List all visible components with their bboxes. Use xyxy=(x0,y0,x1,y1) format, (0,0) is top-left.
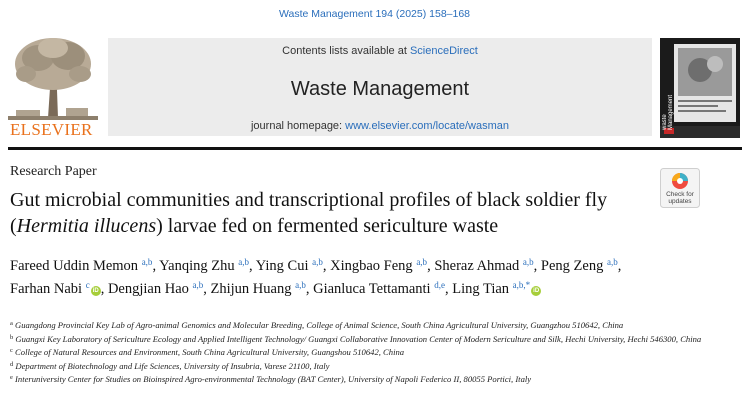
affiliation: $^d$ Department of Biotechnology and Life Sciences, University of Insubria, Varese 21100, Italy xyxy=(10,360,330,371)
author[interactable]: Peng Zeng $^{a,b}$ xyxy=(540,257,618,274)
affiliation: $^e$ Interuniversity Center for Studies on Bioinspired Agro-environmental Technology (BAT Center), University of Napoli Federico II, 80055 Portici, Italy xyxy=(10,374,532,385)
author-affiliation-link[interactable]: a,b xyxy=(238,257,249,267)
author-affiliation-link[interactable]: a,b xyxy=(606,257,618,267)
journal-homepage-link[interactable]: www.elsevier.com/locate/wasman xyxy=(345,120,510,132)
author[interactable]: Farhan Nabi $^c$iD xyxy=(10,280,99,297)
author-affiliation-link[interactable]: a,b xyxy=(522,257,534,267)
orcid-icon[interactable]: iD xyxy=(533,288,540,294)
title-part-2: ) larvae fed on fermented sericulture waste xyxy=(156,215,499,237)
author[interactable]: Ying Cui $^{a,b}$ xyxy=(255,257,323,274)
orcid-icon[interactable]: iD xyxy=(92,288,99,294)
contents-line xyxy=(108,45,652,57)
affiliation: $^b$ Guangxi Key Laboratory of Sericulture Ecology and Applied Intelligent Technology/ Guangxi Collaborative Innovation Center of Modern Sericulture and Silk, Hechi University, Hechi 546300, China xyxy=(10,333,702,344)
author-affiliation-link[interactable]: a,b,* xyxy=(512,280,531,290)
author[interactable]: Fareed Uddin Memon $^{a,b}$ xyxy=(10,257,153,274)
author[interactable]: Dengjian Hao $^{a,b}$ xyxy=(107,280,204,297)
title-part-1: Gut microbial communities and transcriptional profiles of black soldier fly ( xyxy=(10,189,608,237)
homepage-prefix: journal homepage: xyxy=(250,120,346,132)
author-affiliation-link[interactable]: a,b xyxy=(192,280,204,290)
author[interactable]: Gianluca Tettamanti $^{d,e}$ xyxy=(313,280,445,297)
journal-title: Waste Management xyxy=(290,78,470,100)
author-affiliation-link[interactable]: a,b xyxy=(416,257,428,267)
journal-banner xyxy=(108,38,652,136)
homepage-line xyxy=(108,120,652,132)
elsevier-logo[interactable] xyxy=(8,34,98,142)
author[interactable]: Xingbao Feng $^{a,b}$ xyxy=(330,257,428,274)
author[interactable]: Yanqing Zhu $^{a,b}$ xyxy=(159,257,249,274)
author-affiliation-link[interactable]: a,b xyxy=(312,257,323,267)
author[interactable]: Sheraz Ahmad $^{a,b}$ xyxy=(434,257,534,274)
crossmark-label-1: Check for xyxy=(666,191,694,198)
sciencedirect-link[interactable]: ScienceDirect xyxy=(409,45,478,57)
header-rule xyxy=(8,147,742,150)
author-list: Fareed Uddin Memon $^{a,b}$, Yanqing Zhu $^{a,b}$, Ying Cui $^{a,b}$, Xingbao Feng $^{a,b}$, Sheraz Ahmad $^{a,b}$, Peng Zeng $^{a,b}$, Farhan Nabi $^c$iD , Dengjian Hao $^{a,b}$, Zhijun Huang $^{a,b}$, Gianluca Tettamanti $^{d,e}$, Ling Tian $^{a,b,*}$iD xyxy=(10,257,622,297)
crossmark-label-2: updates xyxy=(668,198,692,205)
title-species: Hermitia illucens xyxy=(16,215,157,237)
author-affiliation-link[interactable]: c xyxy=(85,280,90,290)
publisher-name: ELSEVIER xyxy=(10,120,93,139)
author-affiliation-link[interactable]: a,b xyxy=(141,257,153,267)
article-type: Research Paper xyxy=(10,164,97,179)
check-for-updates-button[interactable] xyxy=(660,168,700,208)
affiliation: $^c$ College of Natural Resources and Environment, South China Agricultural University, Guangshou 510642, China xyxy=(10,347,405,358)
author-affiliation-link[interactable]: a,b xyxy=(295,280,306,290)
affiliation: $^a$ Guangdong Provincial Key Lab of Agro-animal Genomics and Molecular Breeding, College of Animal Science, South China Agricultural University, Guangzhou 510642, China xyxy=(10,320,624,330)
author[interactable]: Zhijun Huang $^{a,b}$ xyxy=(210,280,306,297)
elsevier-tree-icon xyxy=(8,34,98,120)
contents-prefix: Contents lists available at xyxy=(282,45,410,57)
article-title xyxy=(10,187,620,239)
cover-title-text: waste Management xyxy=(662,94,674,130)
journal-cover-thumbnail[interactable] xyxy=(660,38,740,138)
journal-citation[interactable]: Waste Management 194 (2025) 158–168 xyxy=(278,8,471,20)
affiliation-list xyxy=(10,318,740,386)
author-affiliation-link[interactable]: d,e xyxy=(434,280,445,290)
author[interactable]: Ling Tian $^{a,b,*}$iD xyxy=(452,280,540,297)
